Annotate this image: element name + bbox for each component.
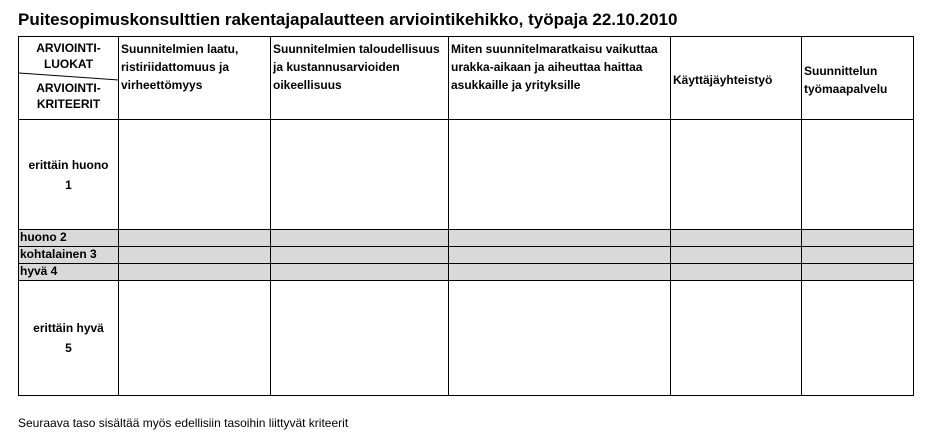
table-row: [19, 230, 914, 247]
table-cell: [671, 264, 802, 281]
table-cell: [802, 264, 914, 281]
table-row: [19, 120, 914, 230]
table-cell: [119, 264, 271, 281]
table-cell: [671, 120, 802, 230]
row-label-very-good: erittäin hyvä 5: [19, 281, 119, 396]
header-row: [19, 37, 914, 120]
row-label-very-poor: erittäin huono 1: [19, 120, 119, 230]
table-cell: [119, 230, 271, 247]
table-cell: [271, 230, 449, 247]
table-cell: [802, 120, 914, 230]
table-cell: [802, 230, 914, 247]
table-row: [19, 247, 914, 264]
table-cell: [119, 247, 271, 264]
evaluation-grid: [18, 36, 914, 396]
table-cell: [449, 247, 671, 264]
table-cell: [271, 281, 449, 396]
table-cell: [671, 247, 802, 264]
column-header-user-cooperation: Käyttäjäyhteistyö: [671, 37, 802, 120]
page-title: Puitesopimuskonsulttien rakentajapalautteen arviointikehikko, työpaja 22.10.2010: [18, 10, 678, 29]
row-label-poor: huono 2: [19, 230, 119, 247]
table-cell: [271, 247, 449, 264]
table-cell: [119, 281, 271, 396]
categories-label: ARVIOINTI- LUOKAT: [36, 41, 101, 71]
table-cell: [449, 120, 671, 230]
column-header-quality: Suunnitelmien laatu, ristiriidattomuus ja virheettömyys: [119, 37, 271, 120]
table-row: [19, 281, 914, 396]
table-cell: [802, 247, 914, 264]
table-row: [19, 264, 914, 281]
row-label-good: hyvä 4: [19, 264, 119, 281]
table-cell: [271, 264, 449, 281]
column-header-economy: Suunnitelmien taloudellisuus ja kustannusarvioiden oikeellisuus: [271, 37, 449, 120]
table-cell: [671, 281, 802, 396]
table-cell: [802, 281, 914, 396]
row-label-moderate: kohtalainen 3: [19, 247, 119, 264]
table-cell: [449, 230, 671, 247]
corner-cell: [19, 37, 119, 120]
column-header-site-service: Suunnittelun työmaapalvelu: [802, 37, 914, 120]
footnote: Seuraava taso sisältää myös edellisiin tasoihin liittyvät kriteerit: [18, 416, 349, 430]
table-cell: [449, 281, 671, 396]
criteria-label: ARVIOINTI- KRITEERIT: [36, 81, 101, 111]
table-cell: [449, 264, 671, 281]
table-cell: [671, 230, 802, 247]
column-header-schedule-impact: Miten suunnitelmaratkaisu vaikuttaa urakka-aikaan ja aiheuttaa haittaa asukkaille ja yrityksille: [449, 37, 671, 120]
table-cell: [119, 120, 271, 230]
table-cell: [271, 120, 449, 230]
